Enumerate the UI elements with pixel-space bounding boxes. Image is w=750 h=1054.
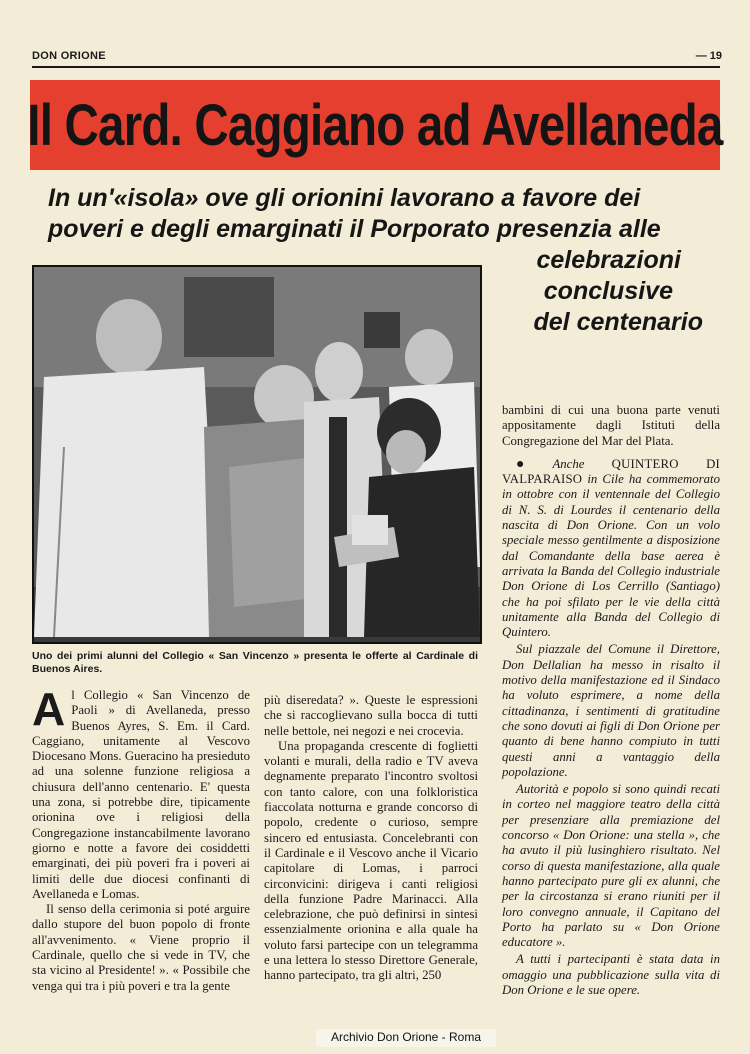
archive-footer: Archivio Don Orione - Roma [330, 1030, 482, 1044]
paragraph: A tutti i partecipanti è stata data in omaggio una pubblicazione sulla vita di Don Orione e le sue opere. [502, 952, 720, 997]
subtitle-line-4: conclusive [543, 277, 673, 305]
paragraph [32, 683, 250, 902]
article-column-1 [32, 683, 250, 994]
paragraph: Autorità e popolo si sono quindi recati in corteo nel maggiore teatro della città per presenziare alla premiazione del concorso « Don Orione: una stella », che ha avuto il più lusinghiero risultato. Nel corso di questa manifestazione, alla quale hanno partecipato pure gli ex alunni, che per la circostanza si erano riuniti per il loro convegno annuale, il Capitano del Porto ha parlato su « Don Orione educatore ». [502, 782, 720, 950]
subtitle-line-3: celebrazioni [536, 246, 681, 274]
ceremony-photo-icon [34, 267, 480, 642]
magazine-name: DON ORIONE [32, 50, 106, 62]
photo-caption: Uno dei primi alunni del Collegio « San Vincenzo » presenta le offerte al Cardinale di Buenos Aires. [32, 650, 478, 675]
paragraph: più diseredata? ». Queste le espressioni che si raccoglievano sulla bocca di tutti nelle bettole, nei negozi e nei crocevia. [264, 693, 478, 738]
paragraph-text: l Collegio « San Vincenzo de Paoli » di Avellaneda, presso Buenos Ayres, S. Em. il Card. Caggiano, unitamente al Vescovo Diocesano Mons. Gueracino ha presieduto ad una solenne funzione religiosa a chiusura dell'anno centenario. E' questa una zona, si potrebbe dire, tipicamente orionina ove i religiosi della Congregazione instancabilmente lavorano giorno e notte a favore dei cosiddetti emarginati, dei più poveri fra i poveri ai limiti delle due diocesi confinanti di Avellaneda e Lomas. [32, 688, 250, 901]
subtitle-line-5: del centenario [533, 308, 703, 336]
paragraph-text: in Cile ha commemorato in ottobre con il ventennale del Collegio di N. S. di Lourdes il centenario della nascita di Don Orione. Con un volo speciale messo gentilmente a disposizione dal Comandante della base aerea è arrivata la Banda del Collegio industriale Don Orione di Los Cerrillo (Santiago) che ha poi sfilato per le vie della città unitamente alla Banda del Collegio di Quintero. [502, 472, 721, 640]
paragraph-lead: Anche [552, 456, 585, 471]
subtitle-line-1: In un'«isola» ove gli orionini lavorano a favore dei [48, 184, 641, 212]
article-column-3 [502, 403, 720, 1000]
page-number: — 19 [695, 50, 722, 62]
paragraph: bambini di cui una buona parte venuti appositamente dagli Istituti della Congregazione del Mar del Plata. [502, 403, 720, 448]
running-head [32, 50, 722, 66]
paragraph: Il senso della cerimonia si poté arguire dallo stupore del buon popolo di fronte all'avvenimento. « Viene proprio il Cardinale, quello che si vede in TV, che sta vicino al Presidente! ». « Possibile che venga qui tra i più poveri e tra la gente [32, 902, 250, 993]
place-name: QUINTERO DI VALPARAISO [502, 456, 720, 487]
header-rule [32, 66, 720, 68]
title-banner [27, 80, 723, 170]
paragraph: Una propaganda crescente di foglietti volanti e murali, della radio e TV aveva degnamente preparato l'incontro svoltosi con tanto calore, con una folkloristica fiaccolata notturna e grande concorso di popolo, credente o curioso, sempre sincero ed entusiasta. Concelebranti con il Cardinale e il Vescovo anche il Vicario capitolare di Lomas, i parroci circonvicini: dirigeva i canti religiosi della funzione Padre Marinacci. Alla celebrazione, che può definirsi in sintesi essenzialmente orionina e alla quale ha voluto farsi partecipe con un telegramma e una lettera lo stesso Direttore Generale, hanno partecipato, tra gli altri, 250 [264, 738, 478, 983]
article-title: Il Card. Caggiano ad Avellaneda [27, 92, 723, 158]
ceremony-photo [32, 265, 482, 644]
paragraph [502, 457, 720, 641]
paragraph: Sul piazzale del Comune il Direttore, Don Dellalian ha messo in risalto il motivo della manifestazione ed il Sindaco ha voluto esprimere, a nome della cittadinanza, i sentimenti di gratitudine che sono dovuti ai figli di Don Orione per quanto di bene hanno compiuto in tutti questi anni a vantaggio della popolazione. [502, 642, 720, 779]
drop-cap: A [32, 683, 66, 735]
bullet-icon: ● [516, 456, 549, 472]
subtitle-line-2: poveri e degli emarginati il Porporato presenzia alle [48, 215, 661, 243]
article-column-2 [264, 693, 478, 984]
